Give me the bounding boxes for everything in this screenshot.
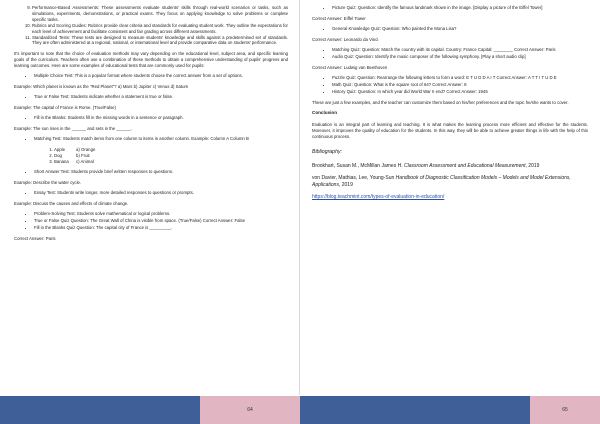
list-item: 10. Rubrics and Scoring Guides: Rubrics provide clear criteria and standards for evaluating student work. They outline the expectations for each level of achievement and facilitate consistent and fair grading across different assessments. — [32, 23, 288, 35]
evaluation-methods-list — [14, 5, 288, 46]
list-item: • Fill in the Blanks: Students fill in the missing words in a sentence or paragraph. — [34, 115, 288, 121]
list-item: • History Quiz: Question: In which year did World War II end? Correct Answer: 1945 — [332, 89, 588, 95]
list-item: 9. Performance-Based Assessments: These assessments evaluate students' skills through real-world scenarios or tasks, such as simulations, experiments, demonstrations, or practical exams. They focus on applying knowledge to solve problems or complete specific tasks. — [32, 5, 288, 23]
reference-entry — [312, 175, 588, 188]
picture-answer: Correct Answer: Eiffel Tower — [312, 15, 366, 21]
mc-list — [14, 73, 288, 79]
list-item: • Multiple Choice Test: This is a popular format where students choose the correct answer from a set of options. — [34, 73, 288, 79]
list-item: • General Knowledge Quiz: Question: Who painted the Mona Lisa? — [332, 26, 588, 32]
sa-example: Example: Describe the water cycle. — [14, 179, 82, 185]
right-footer — [300, 396, 600, 424]
quiz-list — [14, 211, 288, 231]
column-b-cell: b) Fruit — [76, 152, 90, 158]
list-item: 11. Standardized Tests: These tests are designed to measure students' knowledge and skills against a predetermined set of standards. They are often administered at a regional, national, or international level and provide comparative data on students' performance. — [32, 35, 288, 47]
fib-list — [14, 115, 288, 121]
tf-example: Example: The capital of France is Rome. (True/False) — [14, 104, 116, 110]
reference-entry — [312, 163, 588, 169]
matching-quiz-list — [312, 47, 588, 60]
list-item: • Matching Quiz: Question: Match the country with its capital. Country: France Capital: ________ Correct Answer: Paris — [332, 47, 588, 53]
list-item: • Short Answer Test: Students provide brief written responses to questions. — [34, 169, 288, 175]
last-answer: Correct Answer: Paris — [14, 235, 56, 241]
mc-example: Example: Which planet is known as the "Red Planet"? a) Mars b) Jupiter c) Venus d) Saturn — [14, 83, 189, 89]
matching-row — [54, 159, 288, 165]
list-item: • Essay Test: Students write longer, more detailed responses to questions or prompts. — [34, 190, 288, 196]
essay-list — [14, 190, 288, 196]
column-b-cell: a) Orange — [76, 146, 96, 152]
puzzle-quiz-list — [312, 75, 588, 95]
reference-link[interactable]: https://blog.teachmint.com/types-of-evaluation-in-education/ — [312, 194, 445, 201]
reference-year: , 2019 — [525, 162, 540, 169]
bibliography-heading: Bibliography: — [312, 148, 342, 155]
page-spine — [299, 0, 300, 395]
list-item: • Fill in the Blanks Quiz Question: The capital city of France is _________. — [34, 225, 288, 231]
audio-answer: Correct Answer: Ludwig van Beethoven — [312, 64, 388, 70]
left-page-content — [14, 5, 288, 246]
column-a-cell: Banana — [54, 158, 69, 164]
right-page-content — [312, 5, 588, 206]
intro-paragraph: It's important to note that the choice of evaluation methods may vary depending on the educational level, subject area, and specific learning goals of the curriculum. Teachers often use a combination of these methods to obtain a comprehensive understanding of pupils' progress and learning outcomes. Here are some examples of educational tests that are commonly used for pupils: — [14, 50, 288, 68]
closing-paragraph: These are just a few examples, and the teacher can customize them based on his/her preferences and the topic he/she wants to cover. — [312, 99, 569, 105]
essay-example: Example: Discuss the causes and effects of climate change. — [14, 200, 129, 206]
reference-authors: Brookhart, Susan M., McMillan James H. — [312, 162, 404, 169]
page-number: 65 — [562, 407, 568, 413]
list-item: • Matching Test: Students match items from one column to items in another column. Example: Column A Column B — [34, 136, 288, 142]
list-item: • Audio Quiz: Question: Identify the music composer of the following symphony. [Play a short audio clip] — [332, 54, 588, 60]
list-item: • True or False Test: Students indicate whether a statement is true or false. — [34, 94, 288, 100]
page-number: 64 — [247, 407, 253, 413]
reference-title: Classroom Assessment and Educational Measurement — [403, 162, 526, 169]
right-page — [300, 0, 600, 424]
list-item: • True or False Quiz Question: The Great Wall of China is visible from space. (True/False) Correct Answer: False — [34, 218, 288, 224]
gk-quiz-list — [312, 26, 588, 32]
list-item: • Math Quiz: Question: What is the square root of 64? Correct Answer: 8 — [332, 82, 588, 88]
conclusion-heading: Conclusion — [312, 110, 338, 116]
column-a-cell: Apple — [54, 146, 65, 152]
reference-authors: von Davier, Mathias, Lee, Young-Sun — [312, 175, 396, 182]
matching-table — [14, 147, 288, 165]
footer-blue-band — [0, 396, 200, 424]
reference-year: , 2019 — [338, 181, 353, 188]
sa-list — [14, 169, 288, 175]
gk-answer: Correct Answer: Leonardo da Vinci — [312, 36, 379, 42]
list-item: • Problem-Solving Test: Students solve mathematical or logical problems. — [34, 211, 288, 217]
list-item: • Picture Quiz: Question: Identify the famous landmark shown in the image. [Display a picture of the Eiffel Tower] — [332, 5, 588, 11]
match-list — [14, 136, 288, 142]
reference-link-row — [312, 194, 588, 200]
picture-quiz-list — [312, 5, 588, 11]
list-item: • Puzzle Quiz: Question: Rearrange the following letters to form a word: E T U D D A I T Correct Answer: A T T I T U D E — [332, 75, 588, 81]
fib-example: Example: The sun rises in the ______ and sets in the ______. — [14, 125, 132, 131]
column-a-cell: Dog — [54, 152, 62, 158]
left-footer — [0, 396, 300, 424]
reference-title: Handbook of Diagnostic Classification Models – Models and Model Extensions, Applications — [312, 175, 571, 188]
footer-blue-band — [300, 396, 530, 424]
conclusion-paragraph: Evaluation is an integral part of learning and teaching. It is what makes the learning process more efficient and effective for the students. Moreover, it improves the quality of education for the students. In this way, they will be able to achieve greater things in life with the help of this continuous process. — [312, 122, 588, 139]
tf-list — [14, 94, 288, 100]
column-b-cell: c) Animal — [76, 158, 94, 164]
